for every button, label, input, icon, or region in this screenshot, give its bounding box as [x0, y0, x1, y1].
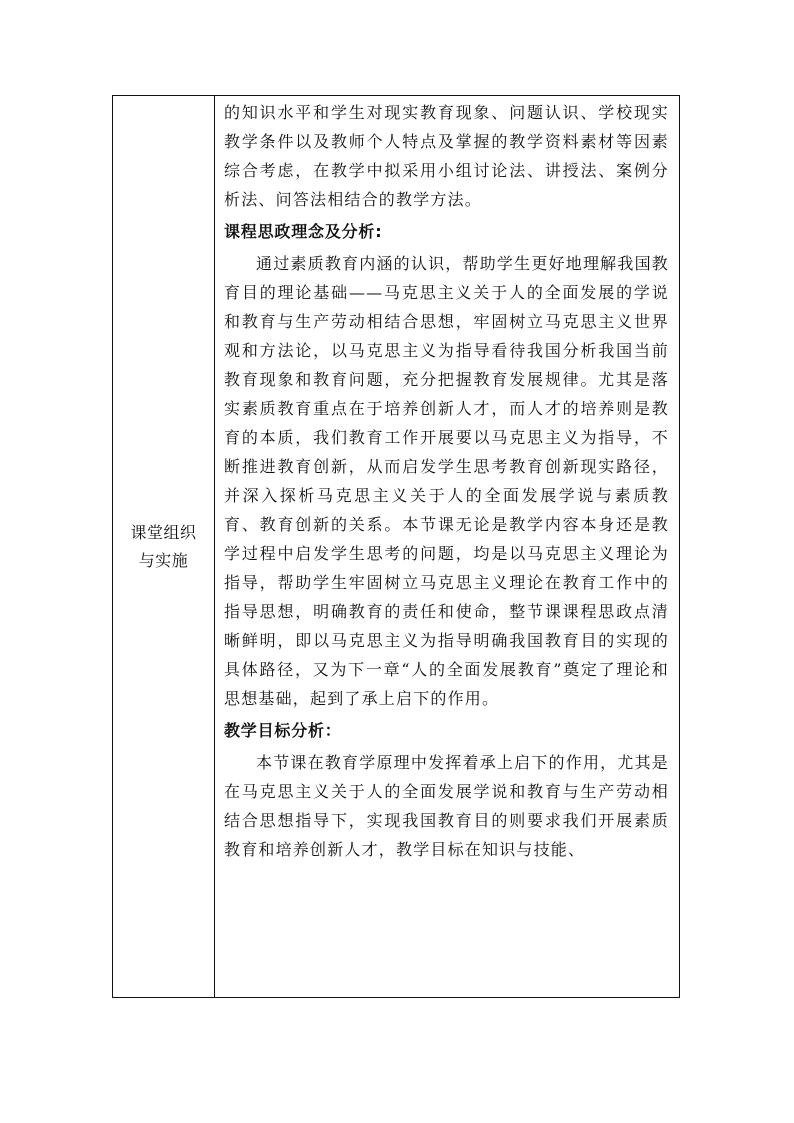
table-row [113, 96, 680, 998]
row-label-line-1: 课堂组织 [130, 522, 197, 542]
lesson-plan-table [112, 95, 680, 998]
objectives-paragraph: 本节课在教育学原理中发挥着承上启下的作用，尤其是在马克思主义关于人的全面发展学说和教育与生产劳动相结合思想指导下，实现我国教育目的则要求我们开展素质教育和培养创新人才，教学目标在知识与技能、 [224, 753, 669, 859]
content-body [224, 96, 669, 864]
ideology-paragraph: 通过素质教育内涵的认识，帮助学生更好地理解我国教育目的理论基础——马克思主义关于人的全面发展的学说和教育与生产劳动相结合思想，牢固树立马克思主义世界观和方法论，以马克思主义为指导看待我国分析我国当前教育现象和教育问题，充分把握教育发展规律。尤其是落实素质教育重点在于培养创新人才，而人才的培养则是教育的本质，我们教育工作开展要以马克思主义为指导，不断推进教育创新，从而启发学生思考教育创新现实路径，并深入探析马克思主义关于人的全面发展学说与素质教育、教育创新的关系。本节课无论是教学内容本身还是教学过程中启发学生思考的问题，均是以马克思主义理论为指导，帮助学生牢固树立马克思主义理论在教育工作中的指导思想，明确教育的责任和使命，整节课课程思政点清晰鲜明，即以马克思主义为指导明确我国教育目的实现的具体路径，又为下一章“人的全面发展教育”奠定了理论和思想基础，起到了承上启下的作用。 [224, 254, 669, 708]
row-label [113, 519, 214, 575]
row-content-cell [215, 96, 680, 998]
section-heading-ideology: 课程思政理念及分析: [224, 222, 383, 241]
section-heading-objectives: 教学目标分析： [224, 721, 342, 740]
row-label-line-2: 与实施 [138, 550, 189, 570]
teaching-method-paragraph: 的知识水平和学生对现实教育现象、问题认识、学校现实教学条件以及教师个人特点及掌握的教学资料素材等因素综合考虑，在教学中拟采用小组讨论法、讲授法、案例分析法、问答法相结合的教学方法。 [224, 103, 669, 209]
row-label-cell [113, 96, 215, 998]
